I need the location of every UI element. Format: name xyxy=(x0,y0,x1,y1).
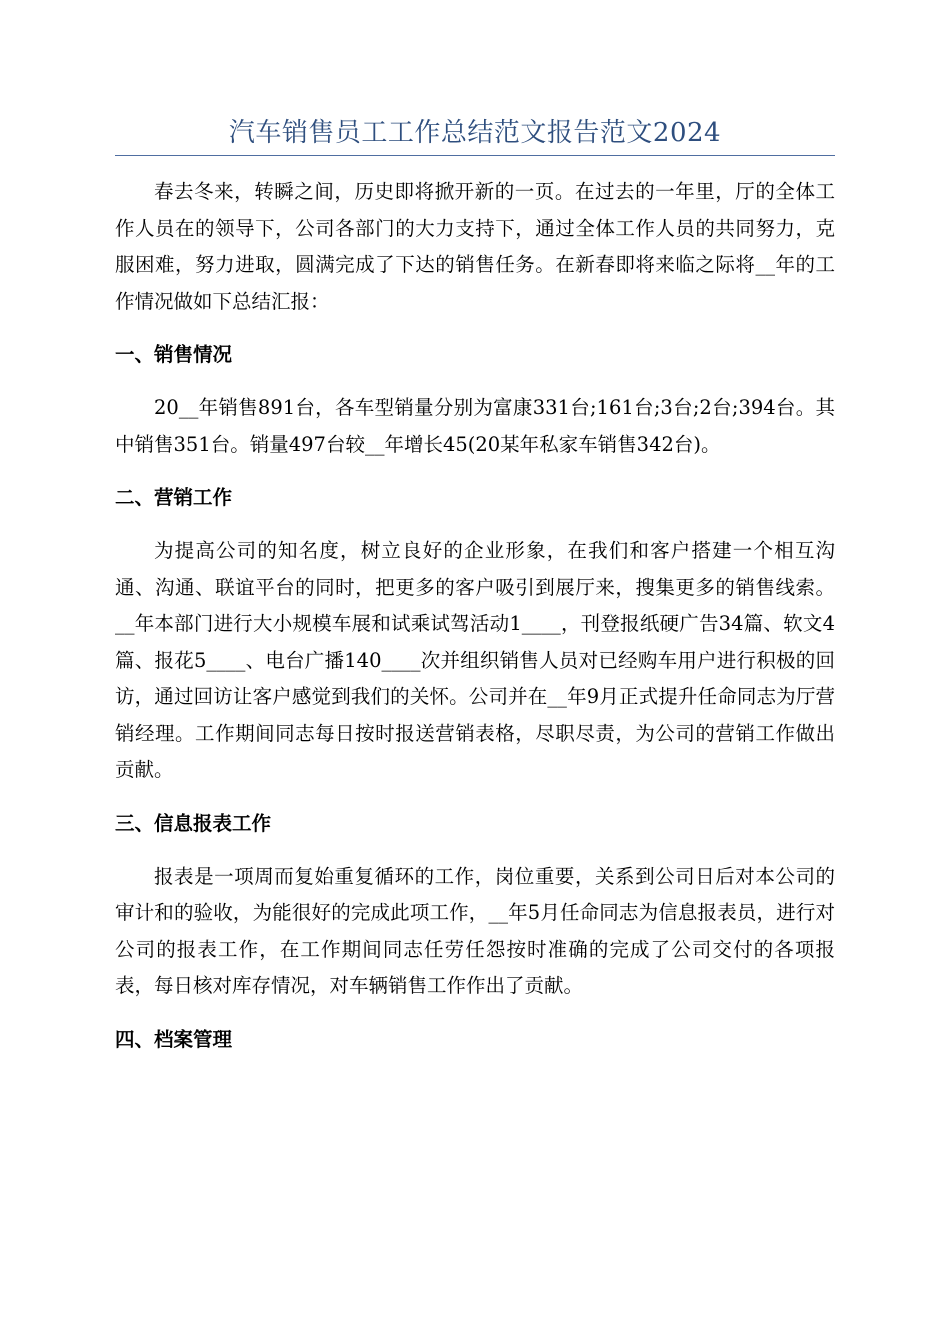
intro-paragraph: 春去冬来，转瞬之间，历史即将掀开新的一页。在过去的一年里，厅的全体工作人员在的领导下，公司各部门的大力支持下，通过全体工作人员的共同努力，克服困难，努力进取，圆满完成了下达的销售任务。在新春即将来临之际将__年的工作情况做如下总结汇报： xyxy=(115,180,835,313)
section-heading-archives: 四、档案管理 xyxy=(115,1027,233,1051)
document-title: 汽车销售员工工作总结范文报告范文2024 xyxy=(228,118,722,148)
section-heading-reports: 三、信息报表工作 xyxy=(115,811,272,835)
document-page xyxy=(115,0,835,1058)
title-underline xyxy=(115,155,835,156)
section-paragraph-marketing: 为提高公司的知名度，树立良好的企业形象，在我们和客户搭建一个相互沟通、沟通、联谊平台的同时，把更多的客户吸引到展厅来，搜集更多的销售线索。__年本部门进行大小规模车展和试乘试驾活动1____，刊登报纸硬广告34篇、软文4篇、报花5____、电台广播140____次并组织销售人员对已经购车用户进行积极的回访，通过回访让客户感觉到我们的关怀。公司并在__年9月正式提升任命同志为厅营销经理。工作期间同志每日按时报送营销表格，尽职尽责，为公司的营销工作做出贡献。 xyxy=(115,539,835,781)
section-paragraph-reports: 报表是一项周而复始重复循环的工作，岗位重要，关系到公司日后对本公司的审计和的验收，为能很好的完成此项工作，__年5月任命同志为信息报表员，进行对公司的报表工作，在工作期间同志任劳任怨按时准确的完成了公司交付的各项报表，每日核对库存情况，对车辆销售工作作出了贡献。 xyxy=(115,864,835,997)
section-paragraph-sales: 20__年销售891台，各车型销量分别为富康331台;161台;3台;2台;394台。其中销售351台。销量497台较__年增长45(20某年私家车销售342台)。 xyxy=(115,396,835,456)
section-heading-marketing: 二、营销工作 xyxy=(115,486,233,509)
section-heading-sales: 一、销售情况 xyxy=(115,343,233,366)
